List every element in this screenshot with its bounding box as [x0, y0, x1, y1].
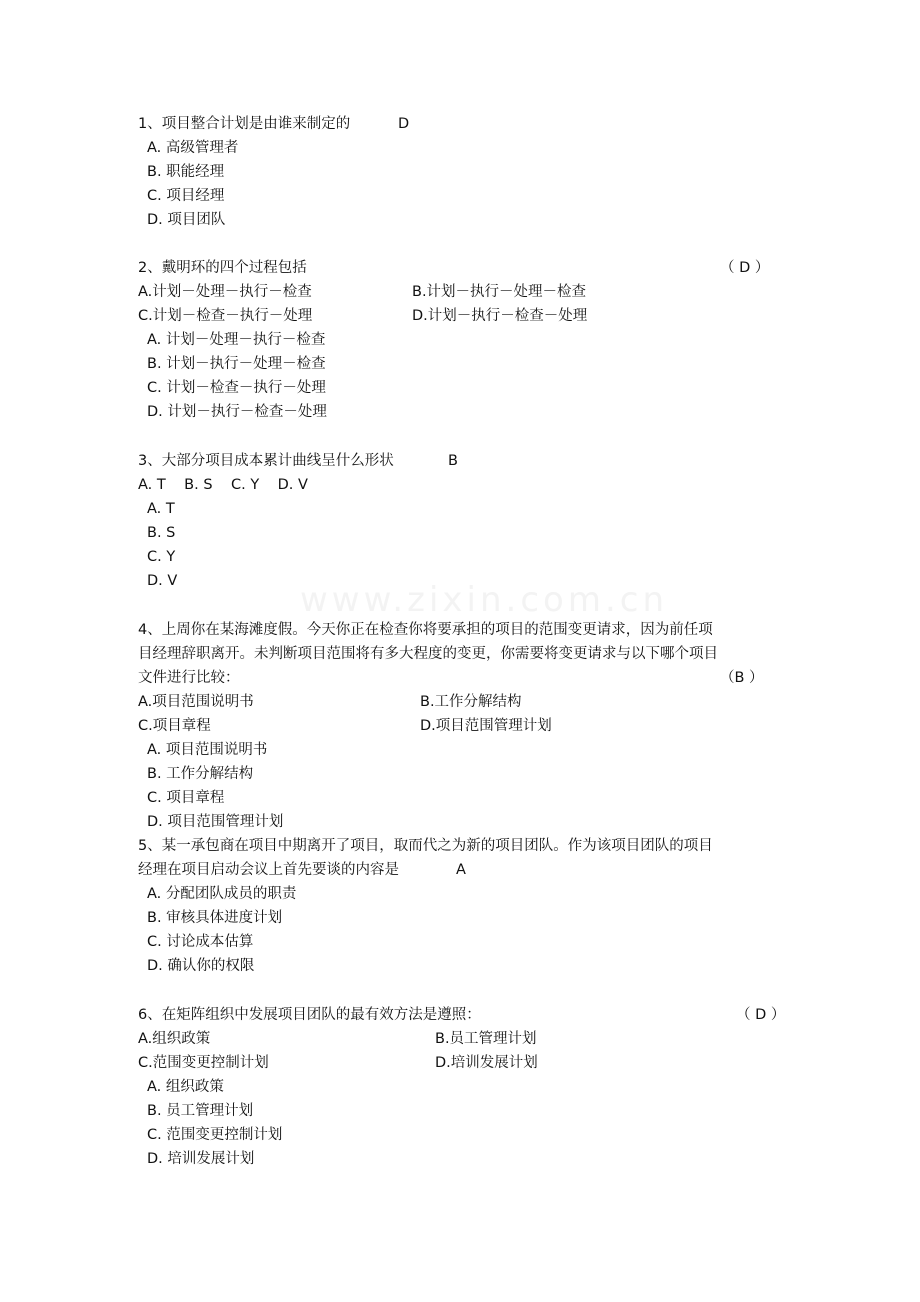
pair-option-c: C.计划－检查－执行－处理	[138, 308, 313, 324]
pair-option-a: A.项目范围说明书	[138, 694, 254, 710]
answer-inline: A	[456, 862, 466, 878]
option-d: D. V	[147, 573, 178, 589]
question-stem: 6、在矩阵组织中发展项目团队的最有效方法是遵照：	[138, 1007, 481, 1023]
question-stem: 3、大部分项目成本累计曲线呈什么形状	[138, 453, 394, 469]
option-c: C. 项目经理	[147, 188, 225, 204]
answer-inline: D	[398, 116, 410, 132]
question-stem-line-2: 经理在项目启动会议上首先要谈的内容是	[138, 862, 399, 878]
option-b: B. 员工管理计划	[147, 1103, 254, 1119]
option-a: A. 分配团队成员的职责	[147, 886, 297, 902]
question-stem-line-1: 4、上周你在某海滩度假。今天你正在检查你将要承担的项目的范围变更请求，因为前任项	[138, 622, 713, 638]
question-stem: 2、戴明环的四个过程包括	[138, 260, 307, 276]
pair-option-b: B.员工管理计划	[435, 1031, 537, 1047]
option-b: B. 审核具体进度计划	[147, 910, 283, 926]
option-c: C. Y	[147, 549, 176, 565]
pair-option-d: D.培训发展计划	[435, 1055, 538, 1071]
option-a: A. T	[147, 501, 175, 517]
answer-paren: （ D ）	[720, 260, 770, 276]
question-stem-line-2: 目经理辞职离开。未判断项目范围将有多大程度的变更，你需要将变更请求与以下哪个项目	[138, 646, 718, 662]
pair-option-c: C.范围变更控制计划	[138, 1055, 269, 1071]
option-d: D. 计划－执行－检查－处理	[147, 404, 327, 420]
pair-option-c: C.项目章程	[138, 718, 211, 734]
option-c: C. 项目章程	[147, 790, 225, 806]
option-a: A. 组织政策	[147, 1079, 224, 1095]
option-c: C. 讨论成本估算	[147, 934, 254, 950]
pair-option-d: D.项目范围管理计划	[420, 718, 552, 734]
question-stem: 1、项目整合计划是由谁来制定的	[138, 116, 351, 132]
option-b: B. 计划－执行－处理－检查	[147, 356, 326, 372]
inline-options: A. T B. S C. Y D. V	[138, 477, 308, 493]
answer-inline: B	[448, 453, 458, 469]
pair-option-a: A.组织政策	[138, 1031, 211, 1047]
option-c: C. 计划－检查－执行－处理	[147, 380, 326, 396]
watermark: www.zixin.com.cn	[300, 580, 668, 620]
option-a: A. 计划－处理－执行－检查	[147, 332, 326, 348]
option-b: B. 工作分解结构	[147, 766, 254, 782]
question-stem-line-1: 5、某一承包商在项目中期离开了项目，取而代之为新的项目团队。作为该项目团队的项目	[138, 838, 713, 854]
option-b: B. 职能经理	[147, 164, 225, 180]
option-a: A. 高级管理者	[147, 140, 239, 156]
option-d: D. 项目团队	[147, 212, 226, 228]
option-d: D. 培训发展计划	[147, 1151, 255, 1167]
question-stem-line-3: 文件进行比较：	[138, 670, 240, 686]
option-b: B. S	[147, 525, 176, 541]
option-c: C. 范围变更控制计划	[147, 1127, 283, 1143]
answer-paren: （B ）	[720, 670, 764, 686]
pair-option-b: B.工作分解结构	[420, 694, 522, 710]
option-d: D. 确认你的权限	[147, 958, 255, 974]
option-a: A. 项目范围说明书	[147, 742, 268, 758]
pair-option-b: B.计划－执行－处理－检查	[412, 284, 587, 300]
pair-option-a: A.计划－处理－执行－检查	[138, 284, 312, 300]
option-d: D. 项目范围管理计划	[147, 814, 284, 830]
pair-option-d: D.计划－执行－检查－处理	[412, 308, 588, 324]
answer-paren: （ D ）	[736, 1007, 786, 1023]
